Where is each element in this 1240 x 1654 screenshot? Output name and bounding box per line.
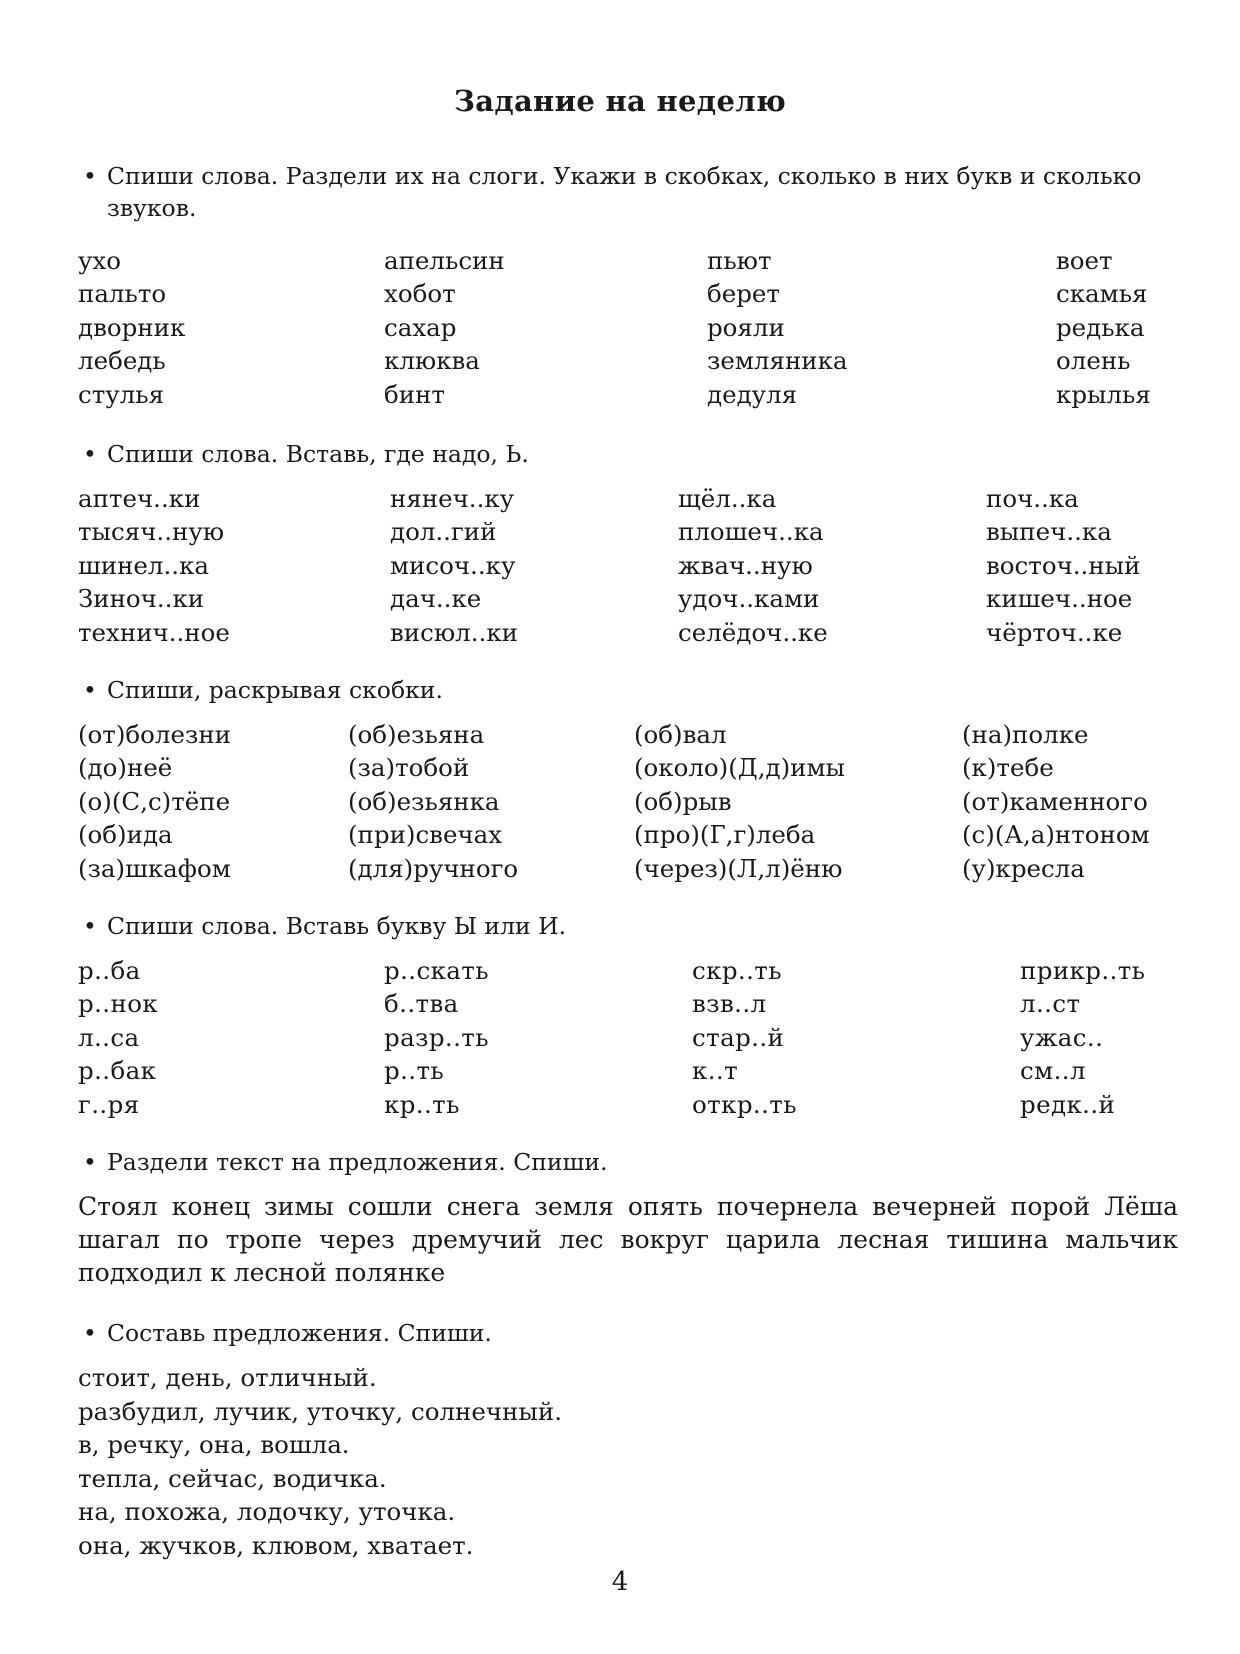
word-item: (при)свечах xyxy=(348,820,503,850)
word-item: взв..л xyxy=(692,989,767,1019)
word-item: дворник xyxy=(78,312,186,342)
word-item: олень xyxy=(1056,346,1131,376)
word-item: чёрточ..ке xyxy=(986,617,1123,647)
word-column xyxy=(78,954,158,1121)
word-item: шинел..ка xyxy=(78,550,209,580)
word-item: клюква xyxy=(384,346,480,376)
word-item: скр..ть xyxy=(692,956,782,985)
word-item: (за)шкафом xyxy=(78,853,231,883)
word-item: хобот xyxy=(384,279,456,309)
word-item: аптеч..ки xyxy=(78,484,201,513)
word-item: дол..гий xyxy=(390,517,497,547)
word-column xyxy=(1056,244,1151,411)
word-item: (с)(А,а)нтоном xyxy=(962,820,1150,850)
word-item: (об)езьянка xyxy=(348,786,500,816)
word-item: скамья xyxy=(1056,279,1148,309)
word-item: к..т xyxy=(692,1056,739,1086)
word-item: ужас.. xyxy=(1020,1022,1104,1052)
word-column xyxy=(962,718,1150,885)
page-number: 4 xyxy=(611,1567,629,1597)
word-item: р..ть xyxy=(384,1056,445,1086)
word-item: жвач..ную xyxy=(678,550,813,580)
word-item: р..скать xyxy=(384,956,489,985)
word-item: стар..й xyxy=(692,1022,785,1052)
word-item: р..бак xyxy=(78,1056,157,1086)
word-item: редк..й xyxy=(1020,1089,1116,1119)
word-item: воет xyxy=(1056,246,1113,275)
word-item: см..л xyxy=(1020,1056,1086,1086)
task-4-instruction xyxy=(83,910,1183,942)
instruction-text: Спиши, раскрывая скобки. xyxy=(107,676,443,704)
word-line: она, жучков, клювом, хватает. xyxy=(78,1530,474,1560)
word-item: лебедь xyxy=(78,346,166,376)
task-3-instruction xyxy=(83,674,1183,706)
word-item: тысяч..ную xyxy=(78,517,225,547)
instruction-text: Спиши слова. Вставь, где надо, Ь. xyxy=(107,440,529,468)
word-item: селёдоч..ке xyxy=(678,617,828,647)
word-item: (об)рыв xyxy=(634,786,732,816)
word-item: Зиноч..ки xyxy=(78,584,205,614)
word-item: дедуля xyxy=(707,379,798,409)
word-column xyxy=(78,244,185,411)
word-item: г..ря xyxy=(78,1089,140,1119)
word-item: кр..ть xyxy=(384,1089,460,1119)
word-item: висюл..ки xyxy=(390,617,518,647)
bullet-icon: • xyxy=(83,1148,97,1176)
instruction-text: Спиши слова. Раздели их на слоги. Укажи в скобках, сколько в них букв и сколько звуков. xyxy=(107,162,1142,222)
word-item: (у)кресла xyxy=(962,853,1085,883)
word-item: рояли xyxy=(707,312,785,342)
word-column xyxy=(1020,954,1145,1121)
word-line: разбудил, лучик, уточку, солнечный. xyxy=(78,1396,562,1426)
word-item: щёл..ка xyxy=(678,484,777,513)
word-item: нянеч..ку xyxy=(390,484,515,513)
word-item: мисоч..ку xyxy=(390,550,516,580)
word-item: (около)(Д,д)имы xyxy=(634,753,846,783)
word-item: пальто xyxy=(78,279,167,309)
task-1-instruction xyxy=(83,160,1183,224)
word-item: берет xyxy=(707,279,780,309)
word-column xyxy=(384,244,505,411)
word-column xyxy=(348,718,518,885)
word-item: ухо xyxy=(78,246,121,275)
bullet-icon: • xyxy=(83,676,97,704)
task-6-word-lines xyxy=(78,1361,562,1562)
word-item: б..тва xyxy=(384,989,459,1019)
word-item: откр..ть xyxy=(692,1089,797,1119)
task-6-instruction xyxy=(83,1317,1183,1349)
word-item: (за)тобой xyxy=(348,753,470,783)
bullet-icon: • xyxy=(83,912,97,940)
task-5-paragraph: Стоял конец зимы сошли снега земля опять почернела вечерней порой Лёша шагал по тропе через дремучий лес вокруг царила лесная тишина мальчик подходил к лесной полянке xyxy=(78,1192,1178,1287)
word-column xyxy=(707,244,848,411)
word-item: (об)ида xyxy=(78,820,173,850)
word-item: кишеч..ное xyxy=(986,584,1133,614)
word-column xyxy=(634,718,845,885)
word-item: редька xyxy=(1056,312,1145,342)
word-item: крылья xyxy=(1056,379,1151,409)
word-item: удоч..ками xyxy=(678,584,820,614)
word-line: тепла, сейчас, водичка. xyxy=(78,1463,387,1493)
word-item: (об)вал xyxy=(634,720,727,749)
word-item: разр..ть xyxy=(384,1022,490,1052)
word-item: л..са xyxy=(78,1022,140,1052)
word-item: (на)полке xyxy=(962,720,1089,749)
bullet-icon: • xyxy=(83,440,97,468)
word-item: восточ..ный xyxy=(986,550,1141,580)
word-column xyxy=(390,482,518,649)
word-column xyxy=(986,482,1141,649)
instruction-text: Спиши слова. Вставь букву Ы или И. xyxy=(107,912,567,940)
bullet-icon: • xyxy=(83,1319,97,1347)
page-title: Задание на неделю xyxy=(454,84,786,118)
word-item: прикр..ть xyxy=(1020,956,1146,985)
word-item: поч..ка xyxy=(986,484,1079,513)
word-item: (о)(С,с)тёпе xyxy=(78,786,231,816)
task-5-instruction xyxy=(83,1146,1183,1178)
word-column xyxy=(384,954,489,1121)
word-item: (от)каменного xyxy=(962,786,1148,816)
instruction-text: Раздели текст на предложения. Спиши. xyxy=(107,1148,608,1176)
word-item: (от)болезни xyxy=(78,720,232,749)
word-item: сахар xyxy=(384,312,457,342)
word-item: (об)езьяна xyxy=(348,720,485,749)
word-item: л..ст xyxy=(1020,989,1081,1019)
word-item: (к)тебе xyxy=(962,753,1054,783)
word-item: стулья xyxy=(78,379,165,409)
task-2-instruction xyxy=(83,438,1183,470)
word-item: р..ба xyxy=(78,956,141,985)
word-column xyxy=(692,954,797,1121)
word-item: бинт xyxy=(384,379,445,409)
word-item: земляника xyxy=(707,346,848,376)
word-line: стоит, день, отличный. xyxy=(78,1363,377,1392)
word-item: (для)ручного xyxy=(348,853,519,883)
instruction-text: Составь предложения. Спиши. xyxy=(107,1319,492,1347)
word-line: на, похожа, лодочку, уточка. xyxy=(78,1497,456,1526)
word-column xyxy=(678,482,828,649)
word-item: апельсин xyxy=(384,246,505,275)
word-item: технич..ное xyxy=(78,617,230,647)
word-item: (через)(Л,л)ёню xyxy=(634,853,843,883)
word-item: (про)(Г,г)леба xyxy=(634,820,816,850)
bullet-icon: • xyxy=(83,162,97,190)
word-item: пьют xyxy=(707,246,772,275)
word-line: в, речку, она, вошла. xyxy=(78,1430,350,1459)
word-item: плошеч..ка xyxy=(678,517,824,547)
word-item: р..нок xyxy=(78,989,159,1019)
word-item: выпеч..ка xyxy=(986,517,1112,547)
word-item: (до)неё xyxy=(78,753,173,783)
word-item: дач..ке xyxy=(390,584,482,614)
word-column xyxy=(78,718,231,885)
word-column xyxy=(78,482,230,649)
